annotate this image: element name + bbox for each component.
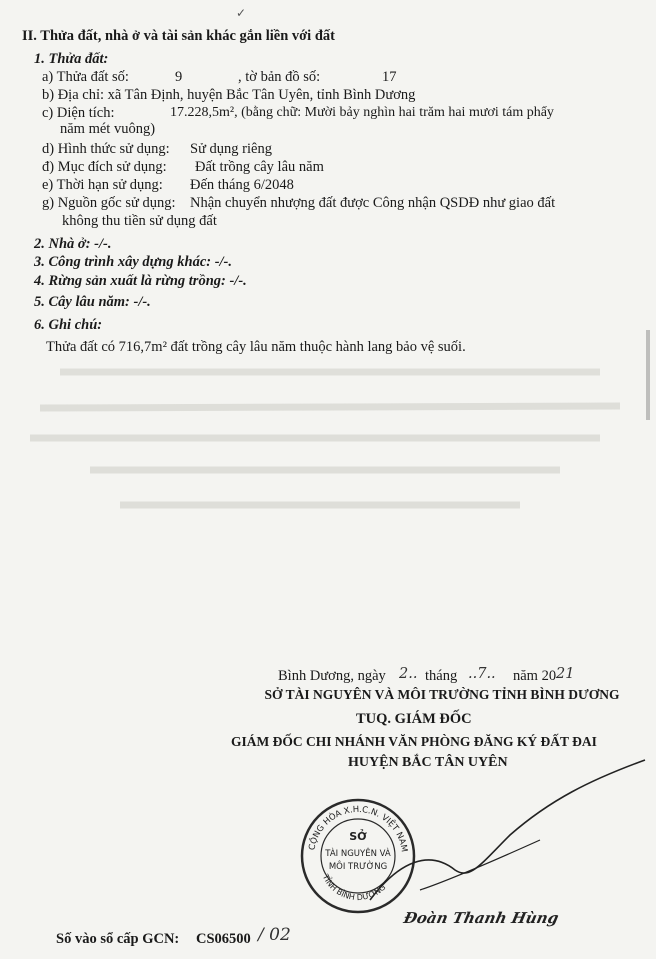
map-sheet-label: , tờ bản đồ số: — [238, 69, 321, 85]
other-construction-item: 3. Công trình xây dựng khác: -/-. — [34, 254, 233, 270]
place-date-prefix: Bình Dương, ngày — [278, 668, 386, 684]
use-purpose-label: đ) Mục đích sử dụng: — [42, 159, 167, 175]
issuing-organization: SỞ TÀI NGUYÊN VÀ MÔI TRƯỜNG TỈNH BÌNH DƯƠNG — [264, 687, 620, 702]
month-label: tháng — [425, 668, 458, 684]
house-item: 2. Nhà ở: -/-. — [34, 236, 112, 252]
registry-value: CS06500 — [196, 931, 251, 947]
notes-text: Thửa đất có 716,7m² đất trồng cây lâu năm thuộc hành lang bảo vệ suối. — [46, 339, 466, 355]
seal-line-3: MÔI TRƯỜNG — [328, 862, 388, 872]
map-sheet-value: 17 — [382, 69, 397, 85]
area-value-cont: năm mét vuông) — [60, 121, 156, 137]
use-origin-value: Nhận chuyển nhượng đất được Công nhận QSDĐ như giao đất — [190, 195, 556, 211]
top-scan-mark: ✓ — [236, 6, 247, 20]
signer-name: Đoàn Thanh Hùng — [402, 909, 561, 927]
use-form-label: d) Hình thức sử dụng: — [42, 141, 170, 157]
area-label: c) Diện tích: — [42, 105, 115, 121]
signature-scrawl — [360, 740, 650, 930]
perennial-item: 5. Cây lâu năm: -/-. — [34, 294, 151, 310]
forest-item: 4. Rừng sản xuất là rừng trồng: -/-. — [34, 273, 247, 289]
registry-handwritten: / 02 — [258, 925, 291, 945]
date-month: ..7.. — [468, 666, 496, 682]
use-purpose-value: Đất trồng cây lâu năm — [195, 159, 324, 175]
land-heading: 1. Thửa đất: — [34, 51, 109, 67]
use-origin-label: g) Nguồn gốc sử dụng: — [42, 195, 176, 211]
use-origin-value-cont: không thu tiền sử dụng đất — [62, 213, 217, 229]
notes-heading: 6. Ghi chú: — [34, 317, 103, 333]
date-day: 2.. — [399, 666, 418, 682]
address-line: b) Địa chỉ: xã Tân Định, huyện Bắc Tân Uyên, tỉnh Bình Dương — [42, 87, 416, 103]
seal-line-2: TÀI NGUYÊN VÀ — [325, 849, 391, 859]
parcel-number-label: a) Thửa đất số: — [42, 69, 129, 85]
use-form-value: Sử dụng riêng — [190, 141, 272, 157]
use-term-label: e) Thời hạn sử dụng: — [42, 177, 163, 193]
seal-bottom-text: TỈNH BÌNH DƯƠNG — [320, 873, 388, 903]
seal-outer-text: CỘNG HÒA X.H.C.N. VIỆT NAM — [307, 804, 409, 853]
seal-line-1: SỞ — [349, 830, 367, 843]
registry-label: Số vào sổ cấp GCN: — [56, 931, 180, 947]
branch-name: HUYỆN BẮC TÂN UYÊN — [348, 755, 508, 770]
section-title: II. Thửa đất, nhà ở và tài sản khác gắn liền với đất — [22, 28, 335, 44]
date-year: 21 — [556, 666, 575, 682]
authorized-on-behalf: TUQ. GIÁM ĐỐC — [356, 711, 472, 727]
parcel-number-value: 9 — [175, 69, 183, 85]
signer-title: GIÁM ĐỐC CHI NHÁNH VĂN PHÒNG ĐĂNG KÝ ĐẤT ĐAI — [231, 734, 597, 749]
use-term-value: Đến tháng 6/2048 — [190, 177, 294, 193]
year-label: năm 20 — [513, 668, 557, 684]
area-value: 17.228,5m², (bằng chữ: Mười bảy nghìn hai trăm hai mươi tám phẩy — [170, 105, 554, 120]
